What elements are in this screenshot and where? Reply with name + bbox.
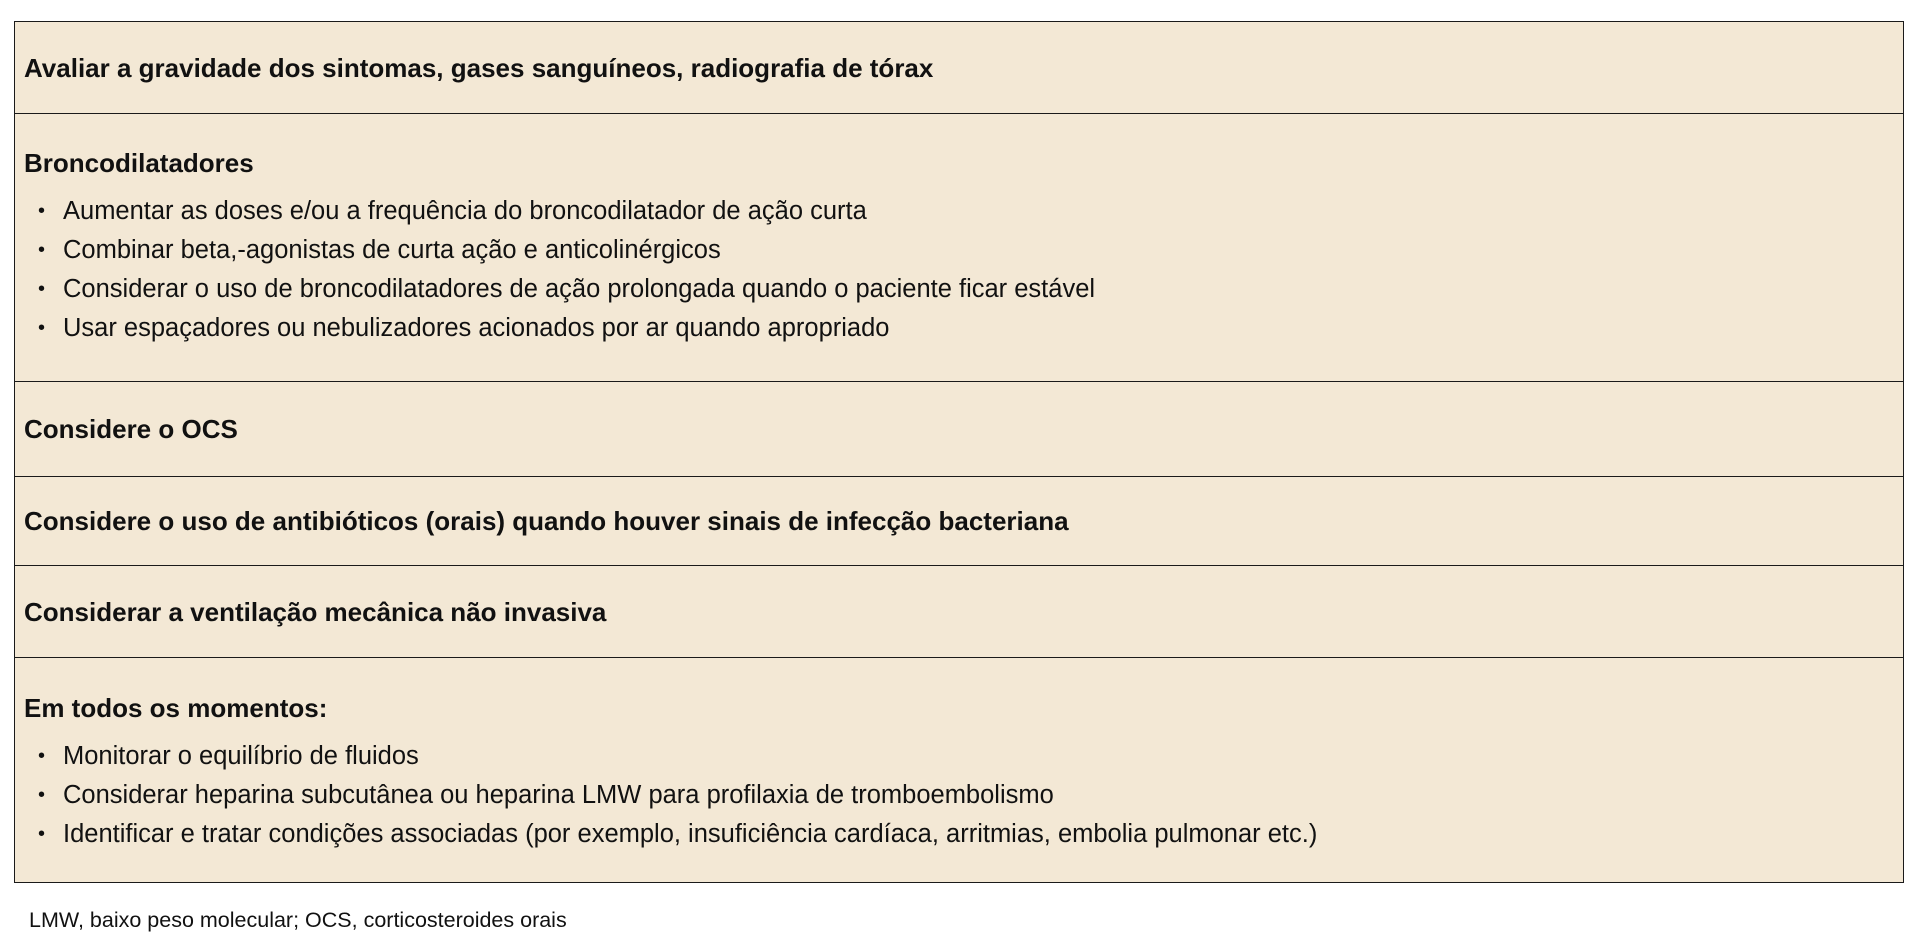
bullet-list (24, 192, 1894, 348)
bullet-list (24, 737, 1894, 854)
list-item-text: Usar espaçadores ou nebulizadores acionados por ar quando apropriado (63, 314, 890, 342)
section-noninvasive-ventilation (15, 566, 1903, 658)
section-consider-ocs (15, 382, 1903, 477)
list-item (24, 737, 1894, 776)
list-item (24, 192, 1894, 231)
section-heading: Avaliar a gravidade dos sintomas, gases sanguíneos, radiografia de tórax (24, 52, 934, 83)
bullet-icon: • (38, 745, 46, 767)
list-item (24, 231, 1894, 270)
bullet-icon: • (38, 784, 46, 806)
bullet-icon: • (38, 278, 46, 300)
section-heading: Considerar a ventilação mecânica não invasiva (24, 596, 607, 627)
list-item (24, 309, 1894, 348)
footnote: LMW, baixo peso molecular; OCS, corticosteroides orais (29, 908, 567, 932)
section-at-all-times (15, 658, 1903, 882)
list-item-text: Aumentar as doses e/ou a frequência do broncodilatador de ação curta (63, 197, 867, 225)
list-item-text: Considerar o uso de broncodilatadores de ação prolongada quando o paciente ficar estável (63, 275, 1096, 303)
list-item-text: Combinar beta,-agonistas de curta ação e anticolinérgicos (63, 236, 721, 264)
list-item (24, 815, 1894, 854)
list-item-text: Considerar heparina subcutânea ou heparina LMW para profilaxia de tromboembolismo (63, 781, 1054, 809)
section-consider-antibiotics (15, 477, 1903, 566)
list-item-text: Monitorar o equilíbrio de fluidos (63, 742, 419, 770)
bullet-icon: • (38, 823, 46, 845)
bullet-icon: • (38, 200, 46, 222)
list-item-text: Identificar e tratar condições associadas (por exemplo, insuficiência cardíaca, arritmias, embolia pulmonar etc.) (63, 820, 1318, 848)
section-heading: Broncodilatadores (24, 148, 254, 178)
section-bronchodilators (15, 114, 1903, 382)
bullet-icon: • (38, 239, 46, 261)
list-item (24, 776, 1894, 815)
section-heading: Considere o OCS (24, 414, 238, 444)
bullet-icon: • (38, 317, 46, 339)
management-table (14, 21, 1904, 883)
section-heading: Considere o uso de antibióticos (orais) quando houver sinais de infecção bacteriana (24, 506, 1069, 536)
section-assess-severity (15, 22, 1903, 114)
section-heading: Em todos os momentos: (24, 693, 328, 723)
list-item (24, 270, 1894, 309)
